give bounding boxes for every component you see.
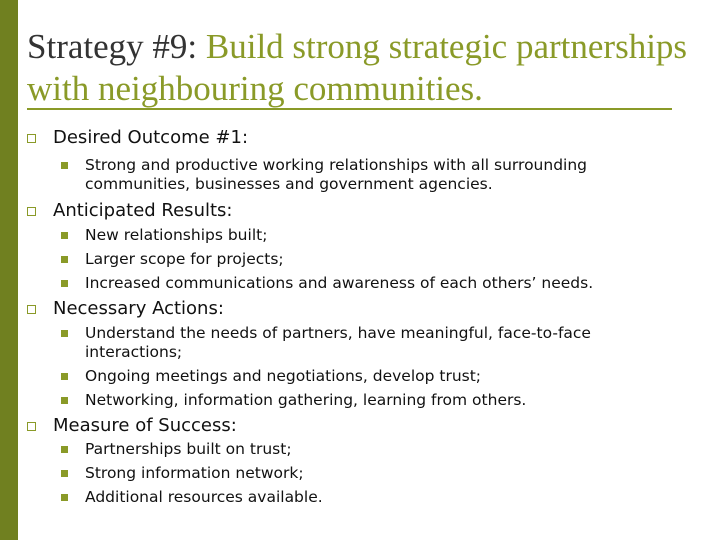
section-bullet-icon — [27, 134, 36, 143]
title-prefix: Strategy #9: — [27, 27, 206, 66]
list-item: Strong and productive working relationships with all surrounding communities, businesses and government agencies. — [85, 156, 588, 193]
title-highlight: Build strong strategic partnerships with neighbouring communities. — [27, 27, 688, 108]
list-item: Strong information network; — [85, 464, 304, 482]
list-item: Partnerships built on trust; — [85, 440, 292, 458]
item-bullet-icon — [61, 470, 68, 477]
item-bullet-icon — [61, 232, 68, 239]
section-heading-anticipated-results: Anticipated Results: — [53, 200, 233, 221]
item-bullet-icon — [61, 446, 68, 453]
item-bullet-icon — [61, 280, 68, 287]
section-bullet-icon — [27, 422, 36, 431]
item-bullet-icon — [61, 162, 68, 169]
list-item: Increased communications and awareness of each others’ needs. — [85, 274, 594, 292]
list-item: Ongoing meetings and negotiations, develop trust; — [85, 367, 482, 385]
section-heading-desired-outcome: Desired Outcome #1: — [53, 127, 249, 148]
list-item: Larger scope for projects; — [85, 250, 284, 268]
item-bullet-icon — [61, 397, 68, 404]
section-bullet-icon — [27, 207, 36, 216]
list-item: Understand the needs of partners, have meaningful, face-to-face interactions; — [85, 324, 591, 361]
section-heading-necessary-actions: Necessary Actions: — [53, 298, 224, 319]
list-item: Networking, information gathering, learning from others. — [85, 391, 527, 409]
item-bullet-icon — [61, 494, 68, 501]
item-bullet-icon — [61, 373, 68, 380]
item-bullet-icon — [61, 256, 68, 263]
list-item: Additional resources available. — [85, 488, 323, 506]
section-heading-measure-of-success: Measure of Success: — [53, 415, 237, 436]
item-bullet-icon — [61, 330, 68, 337]
section-bullet-icon — [27, 305, 36, 314]
list-item: New relationships built; — [85, 226, 268, 244]
